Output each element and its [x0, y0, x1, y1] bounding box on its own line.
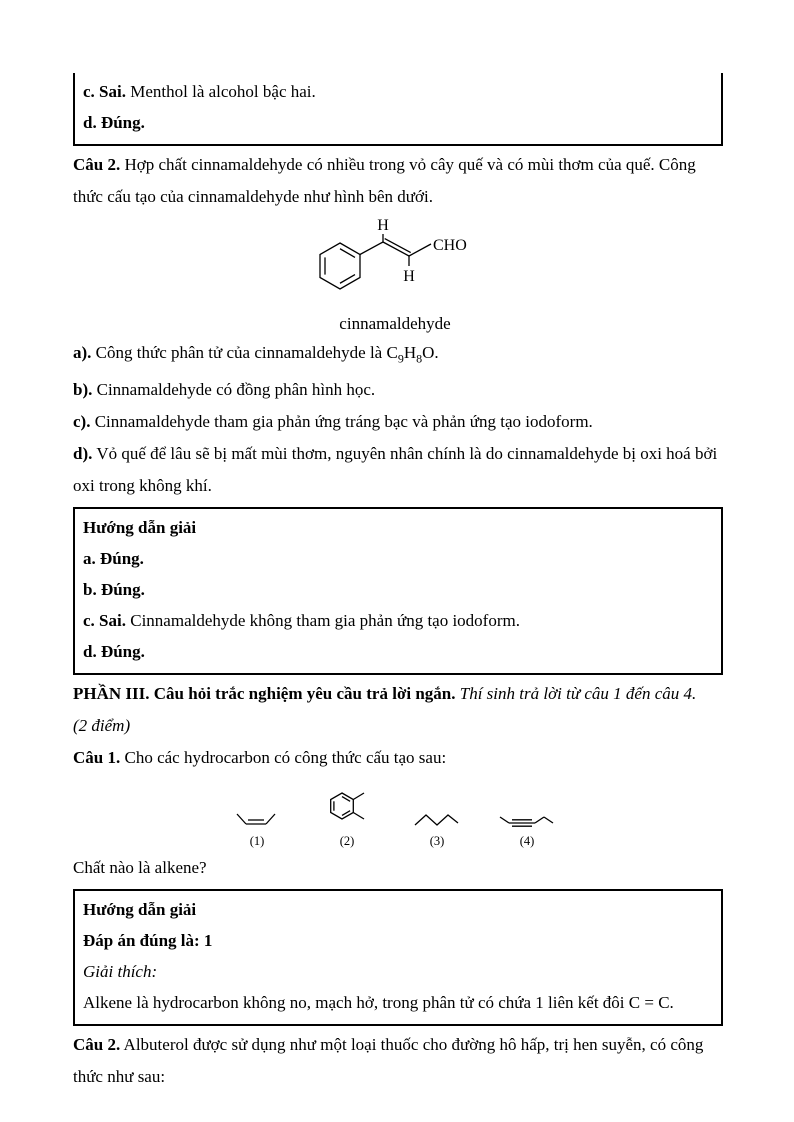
butane-structure [412, 810, 462, 830]
statement-label: d). [73, 444, 93, 464]
statement-label: b). [73, 380, 93, 400]
question-label: Câu 2. [73, 155, 121, 174]
structure-item-3 [401, 810, 473, 848]
solution-title: Hướng dẫn giải [83, 900, 197, 920]
solution-answer: Đáp án đúng là: 1 [83, 931, 213, 951]
statement-b [73, 374, 723, 406]
part3-points: (2 điểm) [73, 716, 131, 736]
solution-line-d [83, 107, 713, 138]
solution-line-a: a. Đúng. [83, 549, 144, 569]
question-1-intro [73, 742, 723, 774]
structure-label: (3) [429, 834, 445, 849]
structure-label: (1) [249, 834, 265, 849]
statement-text: Cinnamaldehyde có đồng phân hình học. [92, 380, 376, 400]
h-bottom-label: H [403, 268, 415, 285]
solution-box-previous [73, 73, 723, 146]
question-label: Câu 2. [73, 1035, 121, 1055]
h-top-label: H [377, 217, 389, 234]
question-text: Albuterol được sử dụng như một loại thuốc cho đường hô hấp, trị hen suyễn, có công thức như sau: [73, 1035, 704, 1087]
part3-instructions: Thí sinh trả lời từ câu 1 đến câu 4. [455, 684, 697, 704]
question-text: Cho các hydrocarbon có công thức cấu tạo sau: [120, 748, 447, 768]
solution-explanation: Alkene là hydrocarbon không no, mạch hở, trong phân tử có chứa 1 liên kết đôi C = C. [83, 993, 674, 1013]
statement-c [73, 406, 723, 438]
solution-line-c [83, 76, 713, 107]
statement-verdict: d. Đúng. [83, 113, 145, 132]
cinnamaldehyde-figure [305, 217, 485, 334]
solution-line-d: d. Đúng. [83, 642, 145, 662]
question-2b-intro [73, 1029, 723, 1093]
solution-line-b: b. Đúng. [83, 580, 145, 600]
statement-label: c). [73, 412, 91, 432]
statement-text: Công thức phân tử của cinnamaldehyde là [91, 343, 387, 362]
solution-box-q1 [73, 889, 723, 1026]
figure-caption: cinnamaldehyde [339, 314, 451, 333]
solution-box-q2 [73, 507, 723, 675]
benzene-ring [320, 243, 360, 289]
statement-text: Menthol là alcohol bậc hai. [125, 82, 316, 101]
hydrocarbon-structures [221, 782, 723, 848]
cinnamaldehyde-structure [305, 217, 475, 313]
statement-label: a). [73, 343, 92, 362]
structure-item-4 [491, 810, 563, 848]
part3-header [73, 678, 723, 710]
structure-label: (2) [339, 834, 355, 849]
statement-text: Vỏ quế để lâu sẽ bị mất mùi thơm, nguyên nhân chính là do cinnamaldehyde bị oxi hoá bởi oxi trong không khí. [73, 444, 718, 496]
question-text: Hợp chất cinnamaldehyde có nhiều trong vỏ cây quế và có mùi thơm của quế. Công thức cấu tạo của cinnamaldehyde như hình bên dưới. [73, 155, 696, 206]
document-content [73, 73, 723, 1093]
question-2-intro [73, 149, 723, 213]
statement-d [73, 438, 723, 502]
part3-title: PHẦN III. Câu hỏi trắc nghiệm yêu cầu trả lời ngắn. [73, 684, 456, 704]
statement-verdict: c. Sai. [83, 82, 126, 101]
solution-title: Hướng dẫn giải [83, 518, 197, 538]
solution-line-c: c. Sai. Cinnamaldehyde không tham gia phản ứng tạo iodoform. [83, 611, 520, 631]
molecular-formula: $C_9H_8O$. [386, 343, 439, 366]
pentyne-structure [497, 810, 557, 830]
question-1-prompt: Chất nào là alkene? [73, 858, 207, 878]
cis-butene-structure [233, 808, 281, 830]
question-label: Câu 1. [73, 748, 121, 768]
statement-text: Cinnamaldehyde tham gia phản ứng tráng bạc và phản ứng tạo iodoform. [90, 412, 593, 432]
statement-a [73, 337, 723, 374]
structure-label: (4) [519, 834, 535, 849]
xylene-structure [326, 782, 368, 830]
structure-item-1 [221, 808, 293, 848]
structure-item-2 [311, 782, 383, 848]
statement-text: Cinnamaldehyde không tham gia phản ứng tạo iodoform. [125, 611, 520, 631]
cho-label: CHO [433, 237, 467, 254]
solution-explain-label: Giải thích: [83, 962, 158, 982]
